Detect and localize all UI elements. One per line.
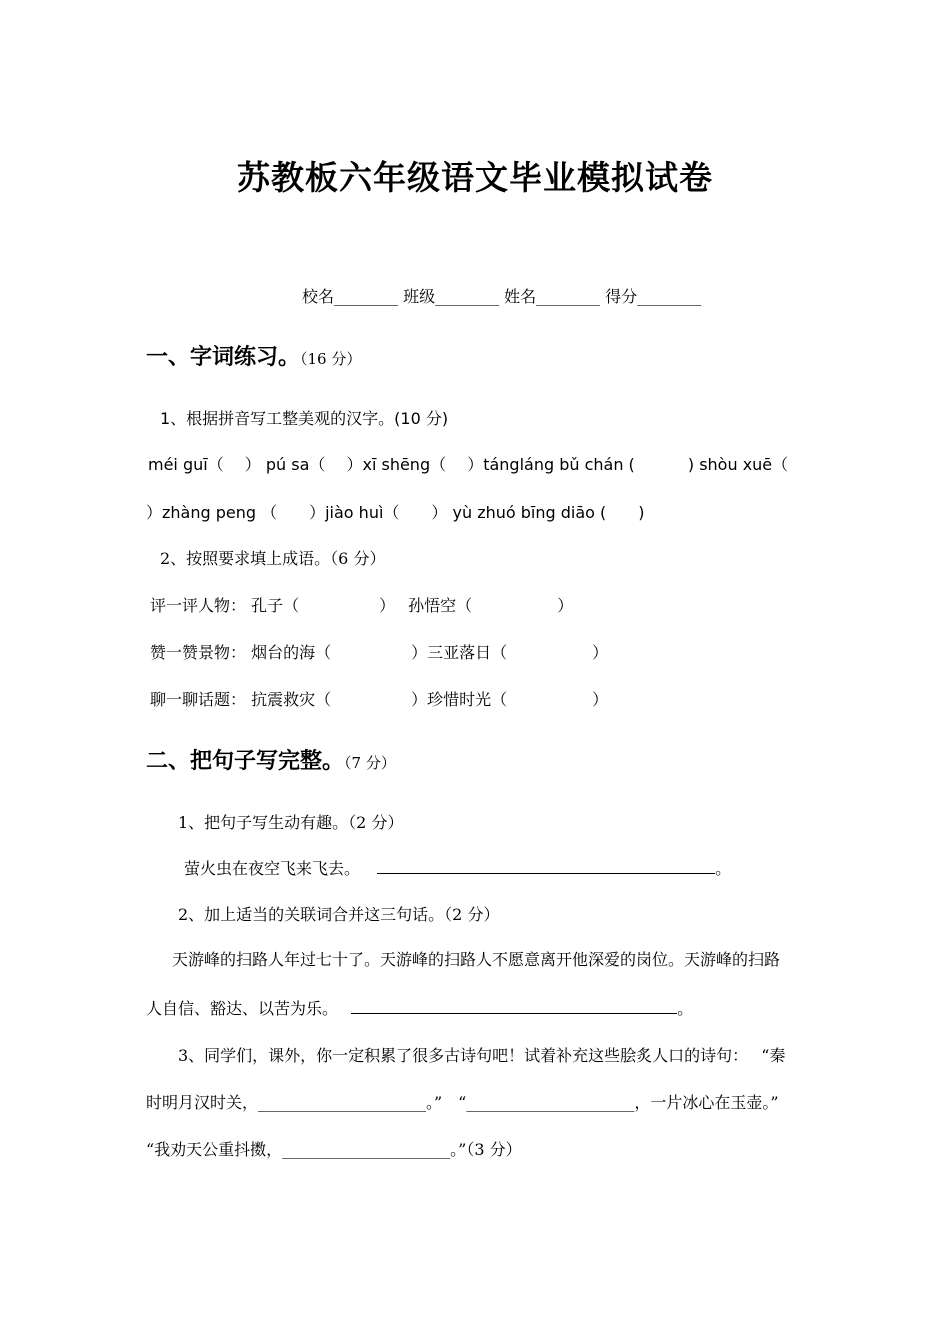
pinyin-line-1: méi guī（ ） pú sa（ ）xī shēng（ ）tángláng bǔ chán ( ) shòu xuē（ xyxy=(148,455,789,474)
section2-points: （7 分） xyxy=(344,754,396,772)
section2-question1: 1、把句子写生动有趣。（2 分） xyxy=(178,813,404,832)
section1-points: （16 分） xyxy=(300,350,362,368)
idiom-row-characters: 评一评人物： 孔子（ ） 孙悟空（ ） xyxy=(150,596,574,615)
question2-end-mark: 。 xyxy=(677,999,694,1018)
question1-sentence: 萤火虫在夜空飞来飞去。 xyxy=(184,859,361,878)
question1-end-mark: 。 xyxy=(715,859,732,878)
question2-text-line1: 天游峰的扫路人年过七十了。天游峰的扫路人不愿意离开他深爱的岗位。天游峰的扫路 xyxy=(172,950,781,969)
section1-heading xyxy=(146,340,361,371)
section1-title: 一、字词练习。 xyxy=(146,344,301,370)
question3-line1: 3、同学们，课外，你一定积累了很多古诗句吧！试着补充这些脍炙人口的诗句： “秦 xyxy=(178,1046,786,1065)
idiom-row-scenery: 赞一赞景物： 烟台的海（ ）三亚落日（ ） xyxy=(150,643,609,662)
section2-title: 二、把句子写完整。 xyxy=(146,748,345,774)
section2-heading xyxy=(146,744,396,775)
question2-text-line2-row xyxy=(146,996,693,1019)
section1-question2: 2、按照要求填上成语。（6 分） xyxy=(160,549,386,568)
pinyin-line-2: ）zhàng peng （ ）jiào huì（ ） yù zhuó bīng diāo ( ) xyxy=(146,503,645,522)
student-info-line: 校名________ 班级________ 姓名________ 得分________ xyxy=(302,287,702,306)
idiom-row-topics: 聊一聊话题： 抗震救灾（ ）珍惜时光（ ） xyxy=(150,690,609,709)
question3-line2: 时明月汉时关，_____________________。” “_____________________，一片冰心在玉壶。” xyxy=(146,1093,779,1112)
answer-blank[interactable] xyxy=(351,999,677,1014)
question1-sentence-line xyxy=(184,856,731,879)
question3-line3: “我劝天公重抖擞，_____________________。”（3 分） xyxy=(146,1140,522,1159)
section1-question1: 1、根据拼音写工整美观的汉字。(10 分) xyxy=(160,409,449,428)
question2-text-line2: 人自信、豁达、以苦为乐。 xyxy=(146,999,339,1018)
section2-question2: 2、加上适当的关联词合并这三句话。（2 分） xyxy=(178,905,500,924)
answer-blank[interactable] xyxy=(377,859,715,874)
page-title: 苏教板六年级语文毕业模拟试卷 xyxy=(237,158,713,197)
